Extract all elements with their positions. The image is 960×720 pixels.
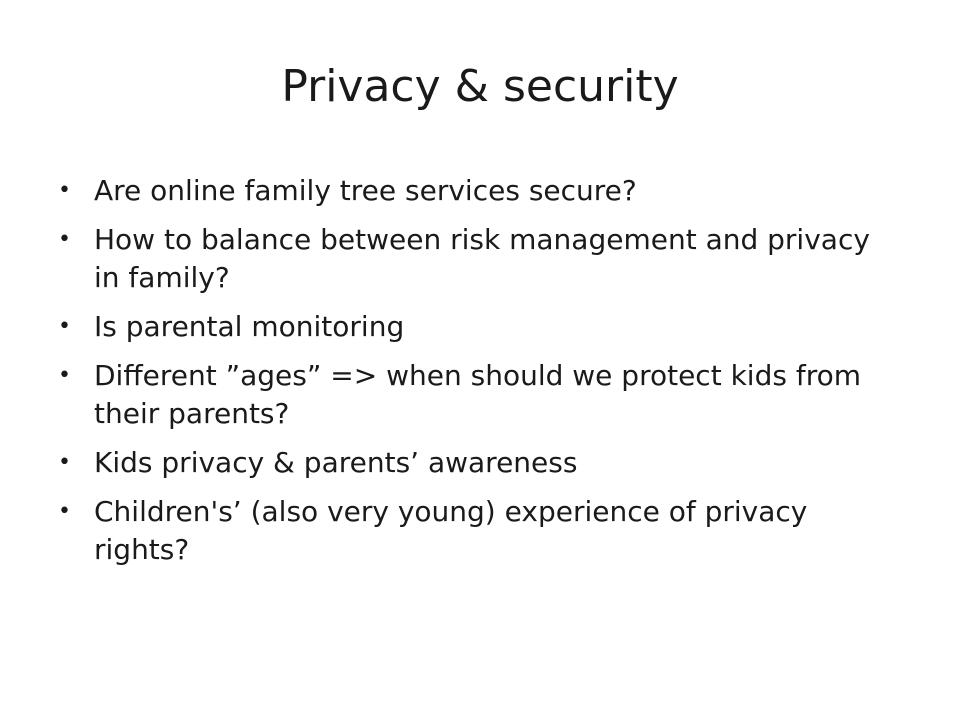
bullet-text: How to balance between risk management and privacy in family? xyxy=(94,223,870,294)
bullet-item-2 xyxy=(58,221,878,297)
slide-title: Privacy & security xyxy=(281,61,679,112)
bullet-text: Is parental monitoring xyxy=(94,310,405,343)
bullet-icon: • xyxy=(58,363,71,388)
bullet-text: Different ”ages” => when should we protect kids from their parents? xyxy=(94,359,861,430)
bullet-item-4 xyxy=(58,357,878,433)
bullet-item-1 xyxy=(58,172,878,210)
bullet-list xyxy=(58,172,878,580)
bullet-icon: • xyxy=(58,314,71,339)
bullet-icon: • xyxy=(58,178,71,203)
bullet-item-5 xyxy=(58,444,878,482)
bullet-text: Are online family tree services secure? xyxy=(94,174,637,207)
bullet-item-3 xyxy=(58,308,878,346)
bullet-icon: • xyxy=(58,499,71,524)
bullet-icon: • xyxy=(58,227,71,252)
bullet-icon: • xyxy=(58,450,71,475)
bullet-item-6 xyxy=(58,493,878,569)
bullet-text: Children's’ (also very young) experience of privacy rights? xyxy=(94,495,808,566)
bullet-text: Kids privacy & parents’ awareness xyxy=(94,446,578,479)
